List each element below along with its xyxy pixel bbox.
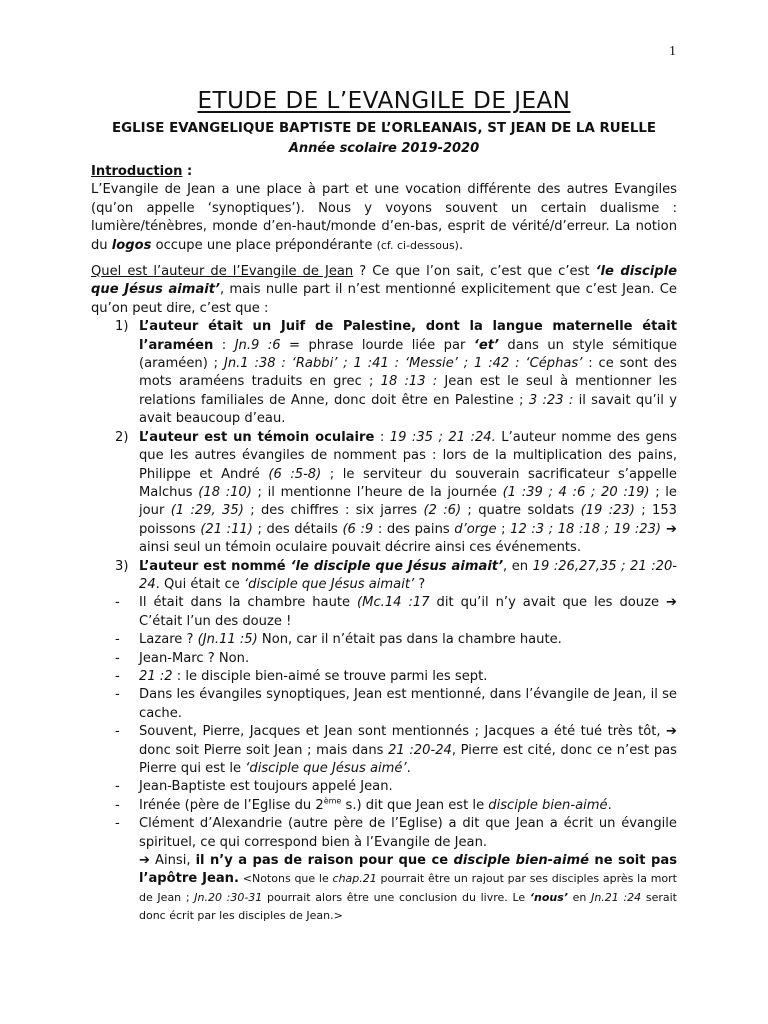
list-item-beloved-disciple: 3) L’auteur est nommé ‘le disciple que Jésus aimait’, en 19 :26,27,35 ; 21 :20-24. Qui était ce ‘disciple que Jésus aimait’ ? xyxy=(115,558,677,592)
arrow-icon: ➔ xyxy=(661,521,678,537)
page-content xyxy=(91,86,677,926)
list-item: - Il était dans la chambre haute (Mc.14 :17 dit qu’il n’y avait que les douze ➔ C’était l’un des douze ! xyxy=(115,595,678,629)
school-year: Année scolaire 2019-2020 xyxy=(288,141,480,156)
arrow-icon: ➔ xyxy=(139,853,150,869)
intro-heading: Introduction : xyxy=(91,164,193,179)
list-item-jewish-author: 1) L’auteur était un Juif de Palestine, dont la langue maternelle était l’araméen : Jn.9 :6 = phrase lourde liée par ‘et’ dans un style sémitique (araméen) ; Jn.1 :38 : ‘Rabbi’ ; 1 :41 : ‘Messie’ ; 1 :42 : ‘Céphas’ : ce sont des mots araméens traduits en grec ; 18 :13 : Jean est le seul à mentionner les relations familiales de Anne, donc doit être en Palestine ; 3 :23 : il savait qu’il y avait beaucoup d’eau. xyxy=(115,319,677,427)
author-points-list xyxy=(91,318,677,594)
page-number: 1 xyxy=(669,44,676,59)
list-item: - Lazare ? (Jn.11 :5) Non, car il n’était pas dans la chambre haute. xyxy=(115,632,562,648)
conclusion-paragraph: ➔ Ainsi, il n’y a pas de raison pour que ce disciple bien-aimé ne soit pas l’apôtre Jean. <Notons que le chap.21 pourrait être un rajout par ses disciples après la mort de Jean ; Jn.20 :30-31 pourrait alors être une conclusion du livre. Le ‘nous’ en Jn.21 :24 serait donc écrit par les disciples de Jean.> xyxy=(139,853,677,923)
list-item: - Jean-Marc ? Non. xyxy=(115,650,250,666)
arrow-icon: ➔ xyxy=(666,724,677,740)
author-question: Quel est l’auteur de l’Evangile de Jean xyxy=(91,264,354,280)
list-item: - Jean-Baptiste est toujours appelé Jean. xyxy=(115,779,393,795)
list-item: - Souvent, Pierre, Jacques et Jean sont mentionnés ; Jacques a été tué très tôt, ➔ donc soit Pierre soit Jean ; mais dans 21 :20-24, Pierre est cité, donc ce n’est pas Pierre qui est le ‘disciple que Jésus aimé’. xyxy=(115,724,677,776)
author-question-paragraph: Quel est l’auteur de l’Evangile de Jean ? Ce que l’on sait, c’est que c’est ‘le disciple que Jésus aimait’, mais nulle part il n’est mentionné explicitement que c’est Jean. Ce qu’on peut dire, c’est que : xyxy=(91,264,677,316)
list-item: - Dans les évangiles synoptiques, Jean est mentionné, dans l’évangile de Jean, il se cache. xyxy=(115,687,677,721)
document-title: ETUDE DE L’EVANGILE DE JEAN xyxy=(197,88,571,114)
list-item: - 21 :2 : le disciple bien-aimé se trouve parmi les sept. xyxy=(115,668,488,684)
list-item: - Clément d’Alexandrie (autre père de l’Eglise) a dit que Jean a écrit un évangile spirituel, ce qui correspond bien à l’Evangile de Jean. xyxy=(115,816,677,850)
church-subtitle: EGLISE EVANGELIQUE BAPTISTE DE L’ORLEANAIS, ST JEAN DE LA RUELLE xyxy=(111,121,657,136)
list-item: - Irénée (père de l’Eglise du 2ème s.) dit que Jean est le disciple bien-aimé. xyxy=(115,796,612,813)
list-item-eyewitness: 2) L’auteur est un témoin oculaire : 19 :35 ; 21 :24. L’auteur nomme des gens que les autres évangiles de nomment pas : lors de la multiplication des pains, Philippe et André (6 :5-8) ; le serviteur du souverain sacrificateur s’appelle Malchus (18 :10) ; il mentionne l’heure de la journée (1 :39 ; 4 :6 ; 20 :19) ; le jour (1 :29, 35) ; des chiffres : six jarres (2 :6) ; quatre soldats (19 :23) ; 153 poissons (21 :11) ; des détails (6 :9 : des pains d’orge ; 12 :3 ; 18 :18 ; 19 :23) ➔ ainsi seul un témoin oculaire pouvait décrire ainsi ces événements. xyxy=(115,429,678,556)
arrow-icon: ➔ xyxy=(666,595,678,611)
candidates-list xyxy=(91,594,677,852)
intro-paragraph: L’Evangile de Jean a une place à part et une vocation différente des autres Evangiles (qu’on appelle ‘synoptiques’). Nous y voyons souvent un certain dualisme : lumière/ténèbres, monde d’en-haut/monde d’en-bas, esprit de vérité/d’erreur. La notion du logos occupe une place prépondérante (cf. ci-dessous). xyxy=(91,182,677,253)
